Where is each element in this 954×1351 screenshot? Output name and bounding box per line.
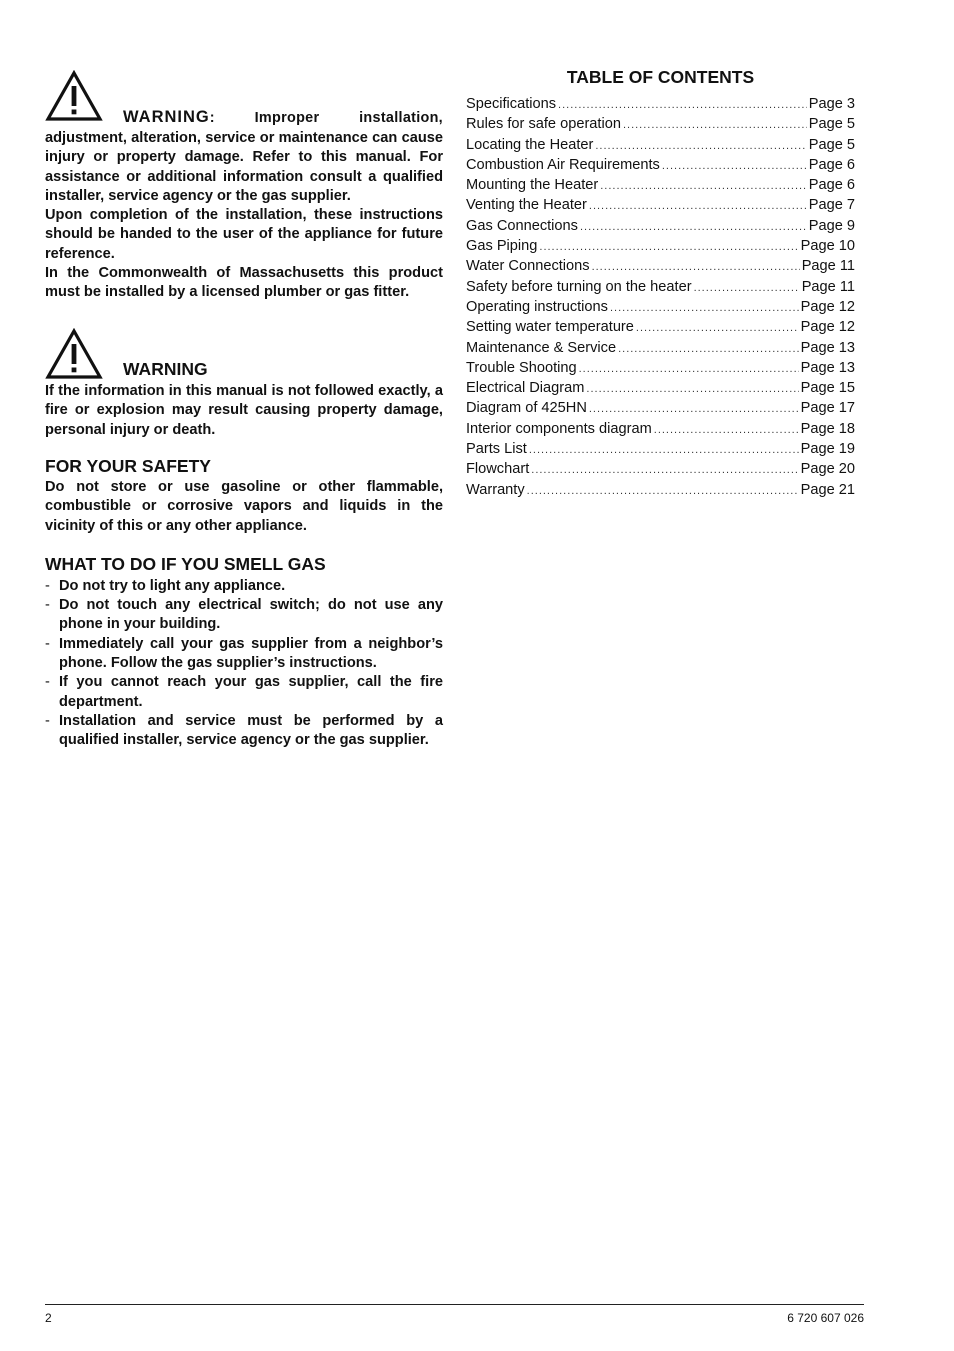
warning-block-2 — [45, 328, 443, 448]
list-item: - Immediately call your gas supplier from a neighbor’s phone. Follow the gas supplier’s instructions. — [45, 635, 443, 672]
warning-2-title: WARNING — [123, 359, 208, 379]
toc-entry[interactable]: Interior components diagram ..... Page 18 — [466, 420, 855, 440]
warning-triangle-icon — [45, 70, 103, 122]
list-item: - Do not try to light any appliance. — [45, 577, 286, 594]
safety-body: Do not store or use gasoline or other flammable, combustible or corrosive vapors and liquids in the vicinity of this or any other appliance. — [45, 479, 443, 534]
warning-1-paragraph-2: Upon completion of the installation, these instructions should be handed to the user of the appliance for future reference. — [45, 207, 443, 262]
warning-1-paragraph-3: In the Commonwealth of Massachusetts this product must be installed by a licensed plumber or gas fitter. — [45, 265, 443, 301]
toc-title: TABLE OF CONTENTS — [566, 67, 755, 87]
toc-entry[interactable]: Combustion Air Requirements ..... Page 6 — [466, 156, 855, 176]
list-item: - Installation and service must be performed by a qualified installer, service agency or the gas supplier. — [45, 712, 443, 749]
smell-gas-section — [45, 553, 443, 751]
smell-gas-list — [45, 577, 443, 751]
toc-entry[interactable]: Operating instructions ..... Page 12 — [466, 298, 855, 318]
toc-entry[interactable]: Diagram of 425HN ..... Page 17 — [466, 399, 855, 419]
toc-entry[interactable]: Maintenance & Service ..... Page 13 — [466, 339, 855, 359]
toc-entry[interactable]: Specifications ..... Page 3 — [466, 95, 855, 115]
footer-page-number: 2 — [45, 1311, 52, 1325]
footer-doc-number: 6 720 607 026 — [787, 1311, 864, 1325]
warning-block-1 — [45, 70, 443, 302]
toc-entry[interactable]: Rules for safe operation ..... Page 5 — [466, 115, 855, 135]
toc-entry[interactable]: Locating the Heater ..... Page 5 — [466, 136, 855, 156]
list-item: - If you cannot reach your gas supplier, call the fire department. — [45, 674, 443, 710]
toc-entry[interactable]: Venting the Heater ..... Page 7 — [466, 196, 855, 216]
list-item: - Do not touch any electrical switch; do not use any phone in your building. — [45, 597, 443, 633]
toc-entry[interactable]: Flowchart ..... Page 20 — [466, 460, 855, 480]
toc-entry[interactable]: Gas Connections ..... Page 9 — [466, 217, 855, 237]
warning-1-title: WARNING — [123, 108, 210, 126]
toc-entry[interactable]: Gas Piping ..... Page 10 — [466, 237, 855, 257]
toc-entry[interactable]: Safety before turning on the heater ..... Page 11 — [466, 278, 855, 298]
toc-entry[interactable]: Electrical Diagram ..... Page 15 — [466, 379, 855, 399]
toc-entry[interactable]: Warranty ..... Page 21 — [466, 481, 855, 501]
warning-2-body: If the information in this manual is not followed exactly, a fire or explosion may result causing property damage, personal injury or death. — [45, 383, 443, 438]
safety-title: FOR YOUR SAFETY — [45, 456, 211, 476]
warning-1-lead: : Improper installation, — [209, 110, 443, 126]
toc-entry[interactable]: Trouble Shooting ..... Page 13 — [466, 359, 855, 379]
toc-entry[interactable]: Parts List ..... Page 19 — [466, 440, 855, 460]
toc-entry[interactable]: Water Connections ..... Page 11 — [466, 257, 855, 277]
footer-divider — [45, 1304, 864, 1305]
safety-section — [45, 455, 443, 536]
warning-1-paragraph-1: adjustment, alteration, service or maintenance can cause injury or property damage. Refer to this manual. For assistance or additional information consult a qualified installer, service agency or the gas supplier. — [45, 130, 443, 204]
toc-entry[interactable]: Setting water temperature ..... Page 12 — [466, 318, 855, 338]
table-of-contents — [466, 66, 855, 501]
left-column — [45, 70, 443, 751]
smell-gas-title: WHAT TO DO IF YOU SMELL GAS — [45, 553, 326, 574]
toc-entry[interactable]: Mounting the Heater ..... Page 6 — [466, 176, 855, 196]
